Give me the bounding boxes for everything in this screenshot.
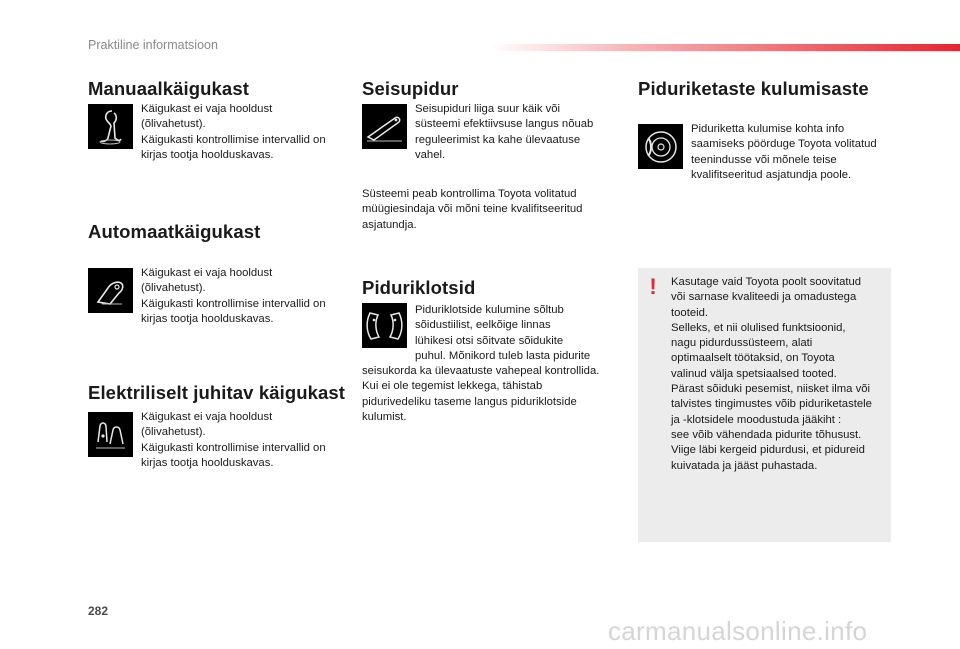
text-line: (õlivahetust). <box>141 118 206 131</box>
parking-brake-heading: Seisupidur <box>362 78 459 99</box>
text-line: (õlivahetust). <box>141 282 206 295</box>
text-line: Kasutage vaid Toyota poolt soovitatud <box>671 276 862 288</box>
text-line: tooteid. <box>671 306 709 319</box>
text-line: see võib vähendada pidurite tõhusust. <box>671 428 862 441</box>
text-line: teenindusse või mõnele teise <box>691 153 837 166</box>
text-line: Käigukasti kontrollimise intervallid on <box>141 133 326 146</box>
text-line: asjatundja. <box>362 218 417 231</box>
automatic-gearbox-text <box>141 266 351 327</box>
manual-gear-shift-icon <box>88 104 133 149</box>
warning-exclamation-icon: ! <box>649 274 657 299</box>
parking-brake-lever-icon <box>362 104 407 149</box>
disc-wear-heading: Piduriketaste kulumisaste <box>638 78 869 99</box>
brake-pads-heading: Piduriklotsid <box>362 277 476 298</box>
parking-brake-note <box>362 187 622 233</box>
text-line: Käigukasti kontrollimise intervallid on <box>141 441 326 454</box>
manual-gearbox-heading: Manuaalkäigukast <box>88 78 249 99</box>
text-line: Pärast sõiduki pesemist, niisket ilma või <box>671 383 871 396</box>
text-line: Käigukast ei vaja hooldust <box>141 267 273 279</box>
text-line: nagu pidurdussüsteem, alati <box>671 337 813 350</box>
text-line: seisukorda ka ülevaatuste vahepeal kontrollida. <box>362 365 600 377</box>
text-line: Seisupiduri liiga suur käik või <box>415 103 561 115</box>
text-line: kvalifitseeritud asjatundja poole. <box>691 168 852 181</box>
text-line: Selleks, et nii olulised funktsioonid, <box>671 321 846 334</box>
text-line: kirjas tootja hoolduskavas. <box>141 148 274 161</box>
text-line: puhul. Mõnikord tuleb lasta pidurite <box>415 349 591 362</box>
watermark: carmanualsonline.info <box>608 616 868 646</box>
page-number: 282 <box>88 604 109 618</box>
text-line: Piduriklotside kulumine sõltub <box>415 304 564 316</box>
automatic-gear-selector-icon <box>88 268 133 313</box>
text-line: Käigukasti kontrollimise intervallid on <box>141 297 326 310</box>
disc-wear-text <box>691 122 896 183</box>
brake-pads-text-full <box>362 364 624 425</box>
brake-disc-icon <box>638 124 683 169</box>
text-line: vahel. <box>415 148 446 161</box>
text-line: lühikesi otsi sõitvate sõidukite <box>415 334 564 347</box>
warning-text <box>671 275 893 474</box>
manual-gearbox-text <box>141 102 351 163</box>
text-line: sõidustiilist, eelkõige linnas <box>415 319 551 332</box>
text-line: ja -klotsidele moodustuda jääkiht : <box>671 413 842 426</box>
text-line: reguleerimist ka kahe ülevaatuse <box>415 133 581 146</box>
brake-pads-icon <box>362 303 407 348</box>
text-line: või sarnase kvaliteedi ja omadustega <box>671 291 857 304</box>
brake-pads-text-indented <box>415 303 620 364</box>
text-line: kirjas tootja hoolduskavas. <box>141 312 274 325</box>
text-line: Süsteemi peab kontrollima Toyota volitatud <box>362 188 577 200</box>
electric-gearbox-text <box>141 410 351 471</box>
electric-gear-selector-icon <box>88 412 133 457</box>
text-line: pidurivedeliku taseme langus piduriklotside <box>362 395 577 408</box>
text-line: Piduriketta kulumise kohta info <box>691 123 845 135</box>
text-line: (õlivahetust). <box>141 426 206 439</box>
text-line: Käigukast ei vaja hooldust <box>141 411 273 423</box>
text-line: optimaalselt töötaksid, on Toyota <box>671 352 835 365</box>
text-line: kirjas tootja hoolduskavas. <box>141 456 274 469</box>
text-line: saamiseks pöörduge Toyota volitatud <box>691 138 877 151</box>
header-accent-bar <box>490 44 960 51</box>
text-line: müügiesindaja või mõni teine kvalifitseeritud <box>362 203 583 216</box>
text-line: Kui ei ole tegemist lekkega, tähistab <box>362 380 543 393</box>
text-line: kuivatada ja jääst puhastada. <box>671 459 818 472</box>
page-header-title: Praktiline informatsioon <box>88 38 218 52</box>
text-line: Käigukast ei vaja hooldust <box>141 103 273 115</box>
text-line: süsteemi efektiivsuse langus nõuab <box>415 118 594 131</box>
text-line: talvistes tingimustes võib piduriketastele <box>671 398 872 411</box>
text-line: valinud välja spetsiaalsed tooted. <box>671 367 837 380</box>
automatic-gearbox-heading: Automaatkäigukast <box>88 221 261 242</box>
electric-gearbox-heading: Elektriliselt juhitav käigukast <box>88 382 346 403</box>
text-line: kulumist. <box>362 410 407 423</box>
parking-brake-text <box>415 102 615 163</box>
text-line: Viige läbi kergeid pidurdusi, et pidureid <box>671 444 865 457</box>
